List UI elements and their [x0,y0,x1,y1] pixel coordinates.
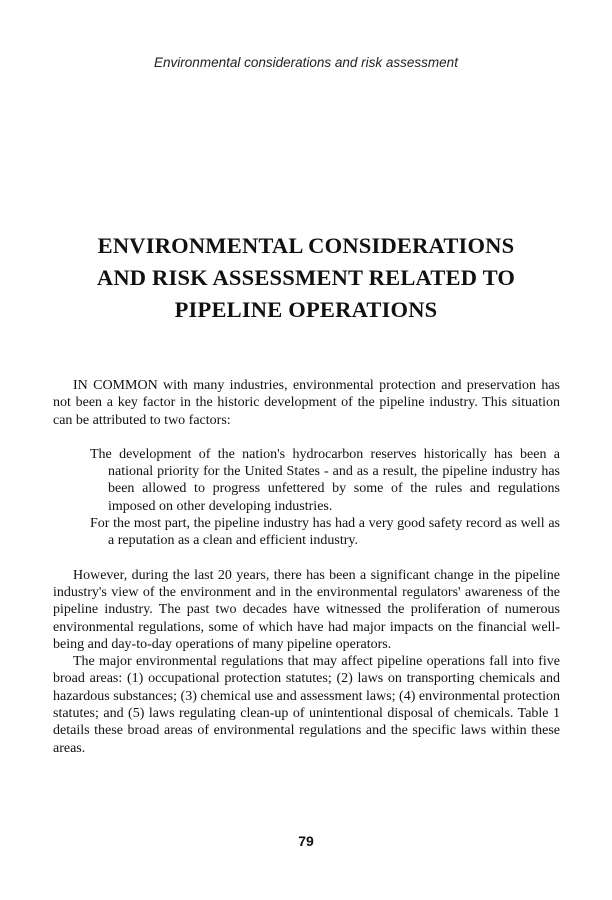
page-number: 79 [298,833,314,849]
paragraph-spacer [53,550,560,567]
paragraph-spacer [53,429,560,446]
chapter-title [60,230,552,326]
chapter-title-line: ENVIRONMENTAL CONSIDERATIONS [97,233,515,258]
factor-item: For the most part, the pipeline industry has had a very good safety record as well as a reputation as a clean and efficient industry. [90,516,560,549]
body-text [53,377,560,757]
running-head: Environmental considerations and risk assessment [154,55,458,70]
body-paragraph: However, during the last 20 years, there has been a significant change in the pipeline industry's view of the environment and in the environmental regulators' awareness of the pipeline industry. The past two decades have witnessed the proliferation of numerous environmental regulations, some of which have had major impacts on the financial well-being and day-to-day operations of many pipeline operators. [53,567,560,652]
body-paragraph: The major environmental regulations that may affect pipeline operations fall into five broad areas: (1) occupational protection statutes; (2) laws on transporting chemicals and hazardous substances; (3) chemical use and assessment laws; (4) environmental protection statutes; and (5) laws regulating clean-up of unintentional disposal of chemicals. Table 1 details these broad areas of environmental regulations and the specific laws within these areas. [53,654,560,756]
chapter-title-line: PIPELINE OPERATIONS [174,297,438,322]
intro-paragraph: IN COMMON with many industries, environmental protection and preservation has not been a key factor in the historic development of the pipeline industry. This situation can be attributed to two factors: [53,378,560,428]
factor-list [53,446,560,550]
factor-item: The development of the nation's hydrocarbon reserves historically has been a national priority for the United States - and as a result, the pipeline industry has been allowed to progress unfettered by some of the rules and regulations imposed on other developing industries. [90,446,560,514]
chapter-title-line: AND RISK ASSESSMENT RELATED TO [96,265,516,290]
